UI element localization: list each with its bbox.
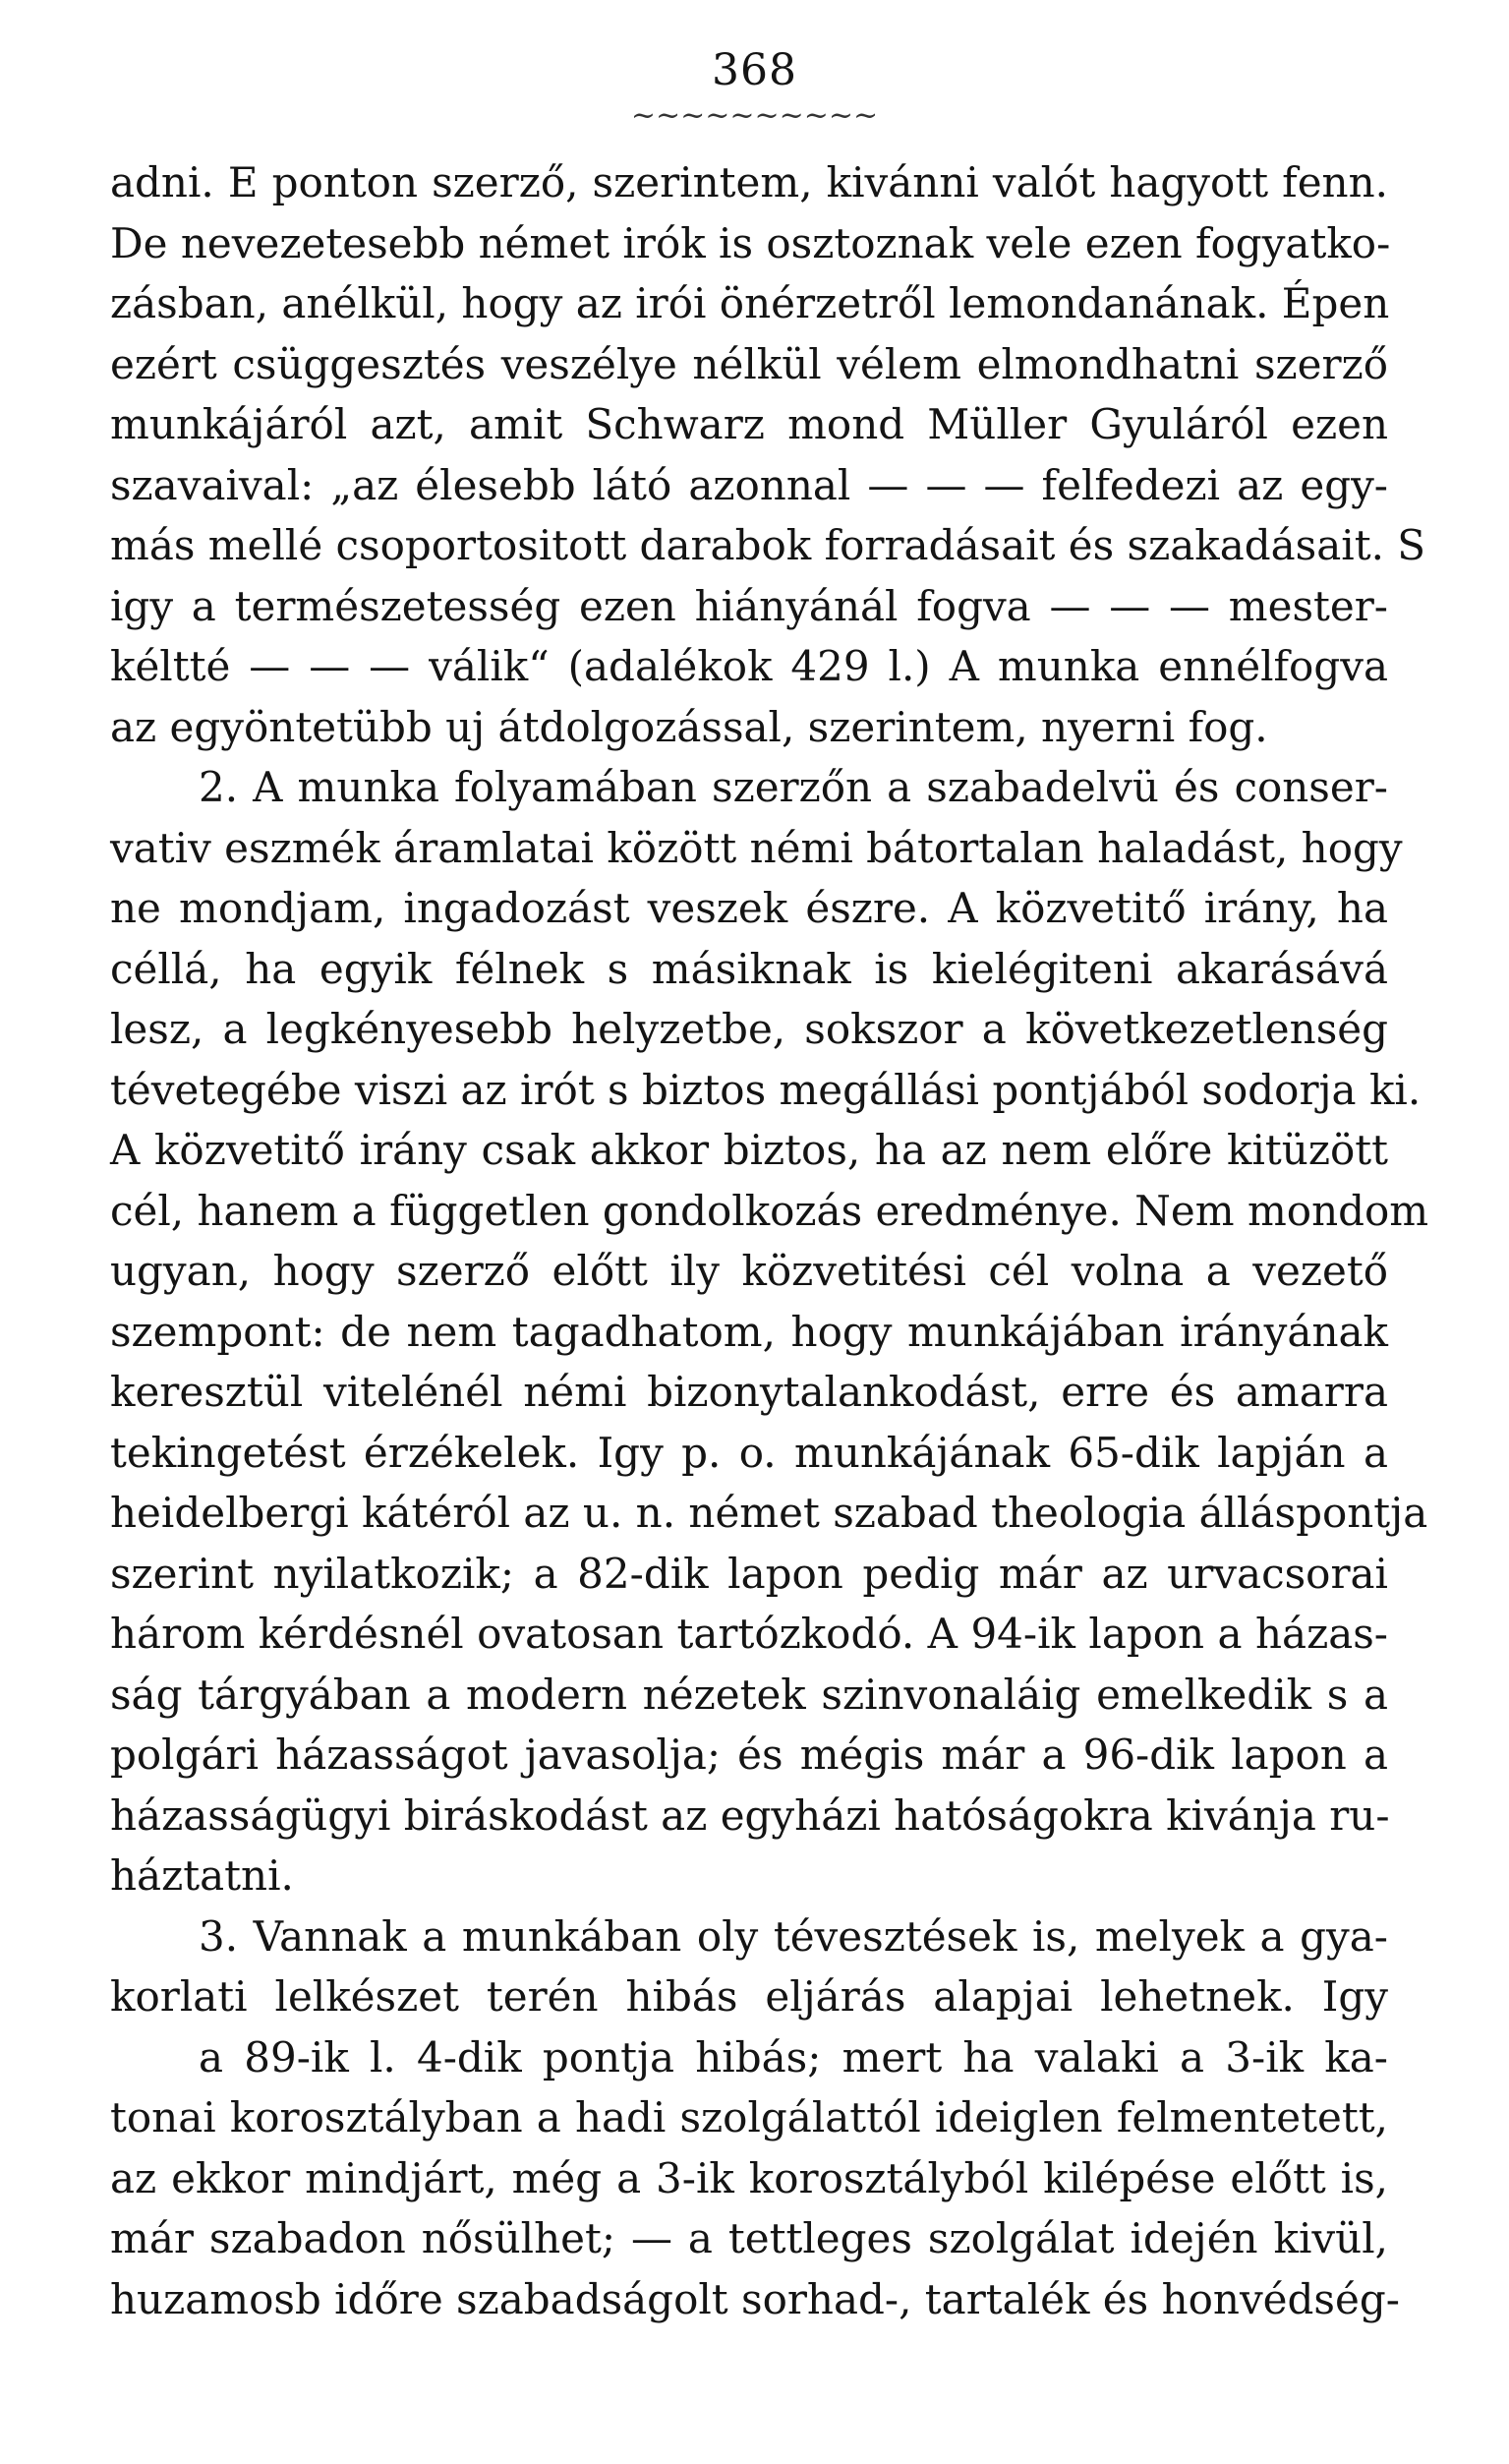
text-line: polgári házasságot javasolja; és mégis már a 96-dik lapon a bbox=[110, 1731, 1388, 1779]
text-line: De nevezetesebb német irók is osztoznak vele ezen fogyatko- bbox=[110, 218, 1391, 267]
text-line: az ekkor mindjárt, még a 3-ik korosztályból kilépése előtt is, bbox=[110, 2153, 1388, 2202]
text-line: házasságügyi biráskodást az egyházi hatóságokra kivánja ru- bbox=[110, 1790, 1390, 1840]
text-line: tévetegébe viszi az irót s biztos megállási pontjából sodorja ki. bbox=[110, 1065, 1422, 1114]
text-line: tonai korosztályban a hadi szolgálattól ideiglen felmentetett, bbox=[110, 2093, 1388, 2141]
text-line: három kérdésnél ovatosan tartózkodó. A 94-ik lapon a házas- bbox=[110, 1610, 1388, 1658]
text-line: ne mondjam, ingadozást veszek észre. A közvetitő irány, ha bbox=[110, 884, 1388, 932]
text-line: lesz, a legkényesebb helyzetbe, sokszor a következetlenség bbox=[110, 1005, 1388, 1053]
paragraph-start-line: 3. Vannak a munkában oly tévesztések is, melyek a gya- bbox=[199, 1911, 1388, 1961]
text-line: szerint nyilatkozik; a 82-dik lapon pedig már az urvacsorai bbox=[110, 1549, 1388, 1598]
text-line: vativ eszmék áramlatai között némi bátortalan haladást, hogy bbox=[110, 823, 1403, 872]
text-line: korlati lelkészet terén hibás eljárás alapjai lehetnek. Igy bbox=[110, 1972, 1388, 2021]
text-line: adni. E ponton szerző, szerintem, kivánni valót hagyott fenn. bbox=[110, 158, 1388, 206]
text-line: huzamosb időre szabadságolt sorhad-, tartalék és honvédség- bbox=[110, 2274, 1400, 2323]
paragraph-start-line: 2. A munka folyamában szerzőn a szabadelvü és conser- bbox=[199, 763, 1388, 811]
text-line: az egyöntetübb uj átdolgozással, szerintem, nyerni fog. bbox=[110, 702, 1268, 751]
text-line: zásban, anélkül, hogy az irói önérzetről lemondanának. Épen bbox=[110, 279, 1390, 327]
text-line: ság tárgyában a modern nézetek szinvonaláig emelkedik s a bbox=[110, 1670, 1388, 1719]
text-line: háztatni. bbox=[110, 1851, 294, 1900]
text-line: keresztül vitelénél némi bizonytalankodást, erre és amarra bbox=[110, 1368, 1388, 1416]
page-number-ornament: ~~~~~~~~~~ bbox=[630, 98, 879, 133]
text-line: szempont: de nem tagadhatom, hogy munkájában irányának bbox=[110, 1307, 1388, 1356]
text-line: igy a természetesség ezen hiányánál fogva — — — mester- bbox=[110, 581, 1388, 630]
text-line: ugyan, hogy szerző előtt ily közvetitési cél volna a vezető bbox=[110, 1247, 1388, 1295]
text-line: céllá, ha egyik félnek s másiknak is kielégiteni akarásává bbox=[110, 944, 1388, 993]
body-text bbox=[110, 152, 1429, 2329]
text-line: heidelbergi kátéról az u. n. német szabad theologia álláspontja bbox=[110, 1489, 1428, 1537]
text-line: szavaival: „az élesebb látó azonnal — — — felfedezi az egy- bbox=[110, 460, 1388, 509]
text-line: ezért csüggesztés veszélye nélkül vélem elmondhatni szerző bbox=[110, 339, 1388, 388]
text-line: kéltté — — — válik“ (adalékok 429 l.) A munka ennélfogva bbox=[110, 642, 1388, 690]
text-line: munkájáról azt, amit Schwarz mond Müller Gyuláról ezen bbox=[110, 400, 1388, 448]
page-number: 368 bbox=[712, 45, 797, 95]
text-line: a 89-ik l. 4-dik pontja hibás; mert ha valaki a 3-ik ka- bbox=[199, 2032, 1388, 2082]
text-line: cél, hanem a független gondolkozás eredménye. Nem mondom bbox=[110, 1186, 1429, 1235]
text-line: A közvetitő irány csak akkor biztos, ha az nem előre kitüzött bbox=[110, 1126, 1388, 1174]
text-line: már szabadon nősülhet; — a tettleges szolgálat idején kivül, bbox=[110, 2214, 1388, 2262]
text-line: tekingetést érzékelek. Igy p. o. munkájának 65-dik lapján a bbox=[110, 1428, 1388, 1477]
text-line: más mellé csoportositott darabok forradásait és szakadásait. S bbox=[110, 521, 1426, 569]
